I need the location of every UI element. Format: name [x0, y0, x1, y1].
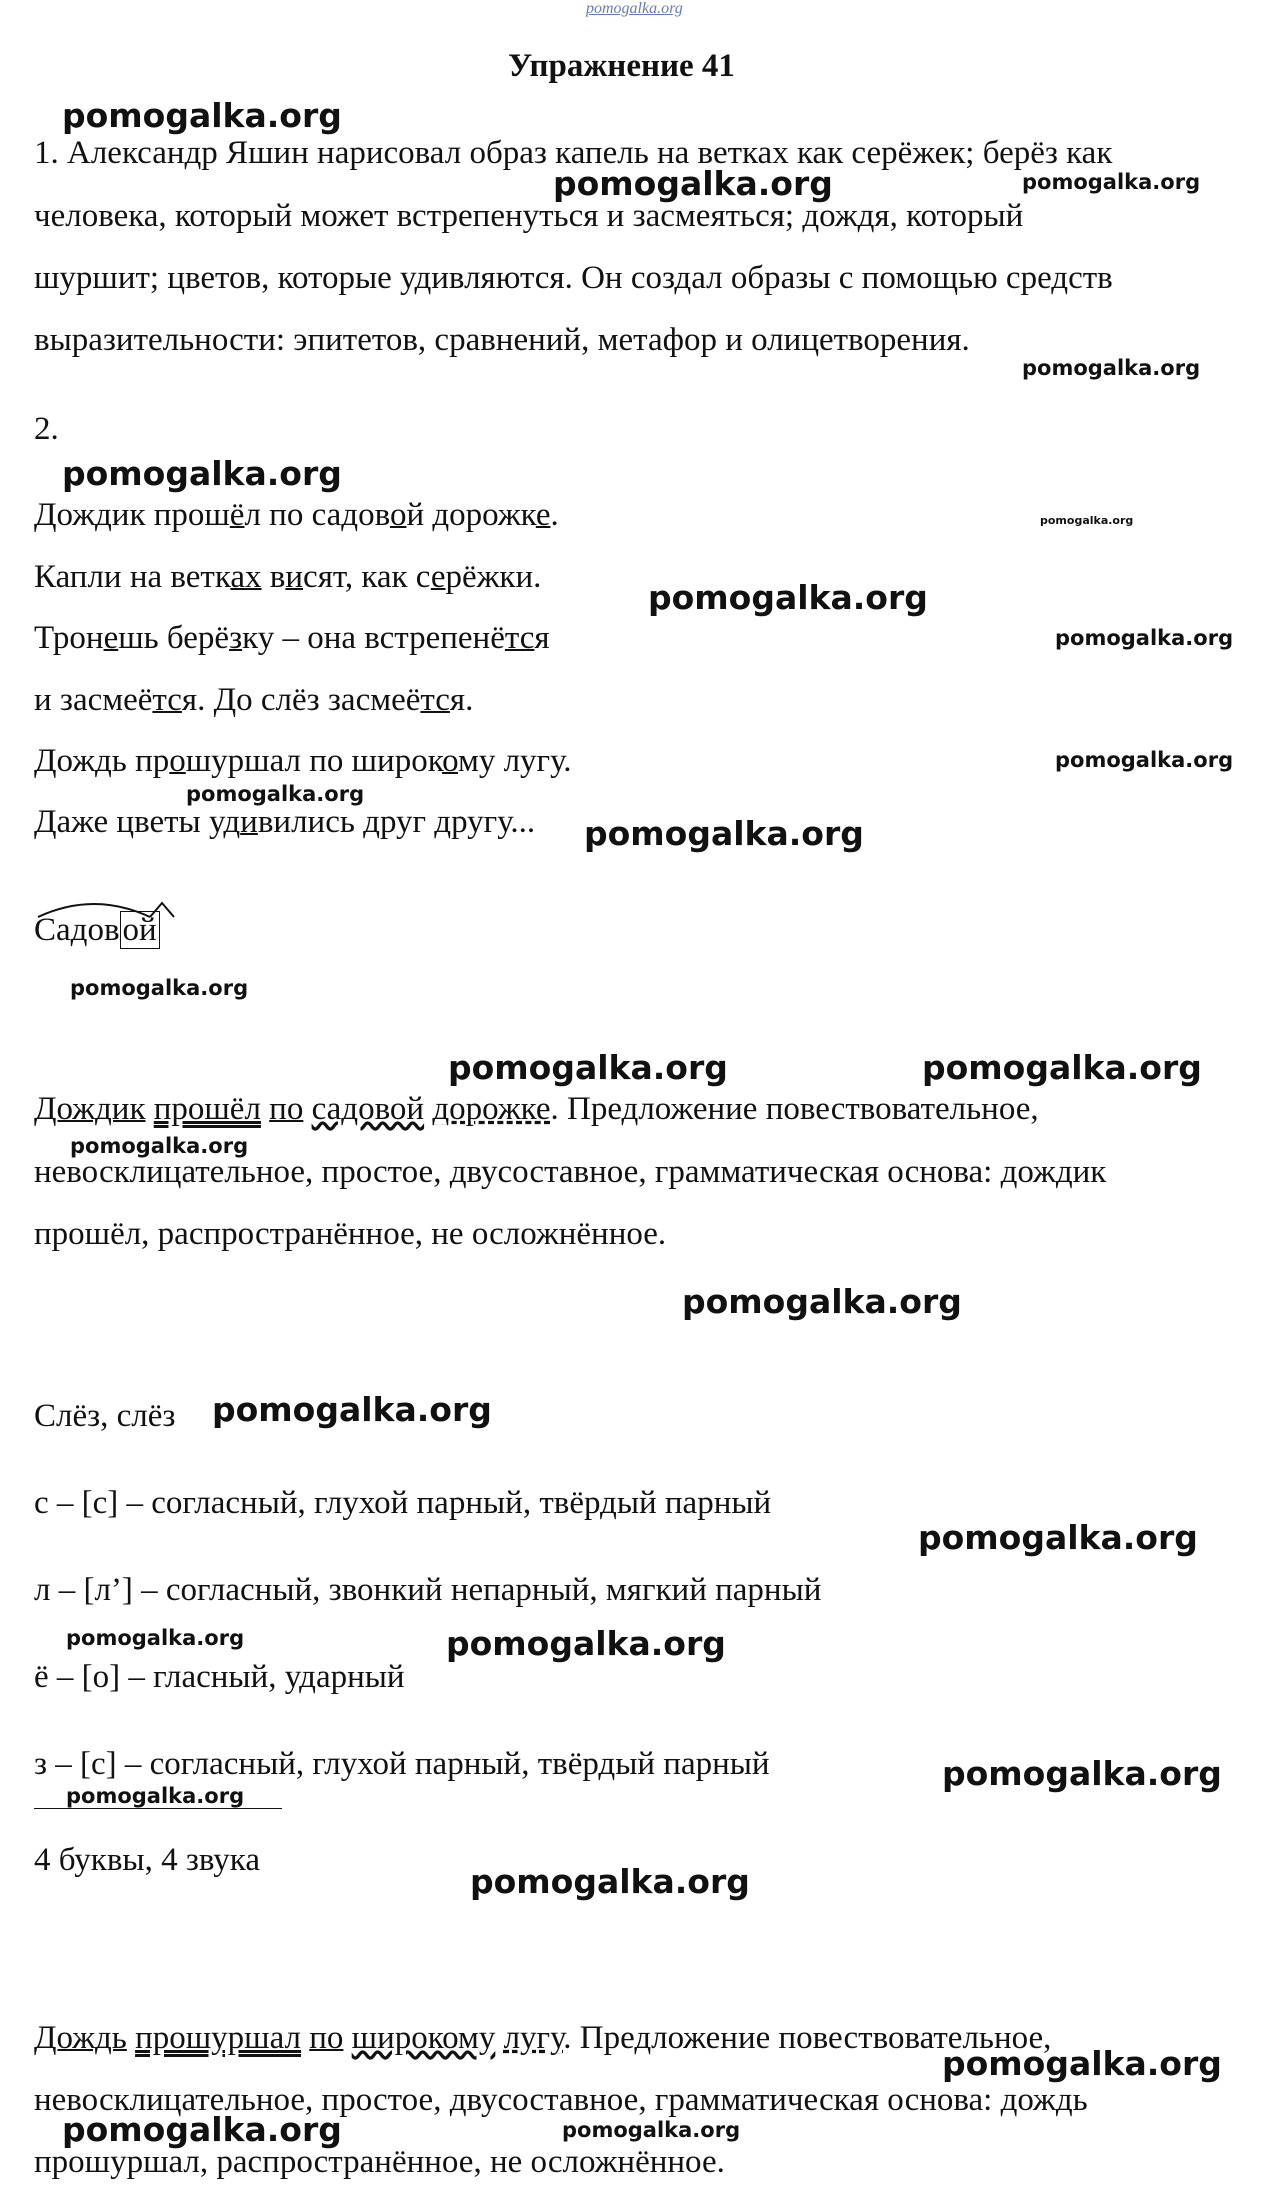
poem-part: Капли на ветк — [34, 559, 231, 595]
analysis1-line-1 — [34, 1089, 1039, 1129]
poem-part: му лугу. — [457, 743, 572, 779]
phonetic-row-3: ё – [о] – гласный, ударный — [34, 1659, 405, 1695]
morpheme-ending: ой — [120, 911, 160, 949]
preposition: по — [269, 1091, 304, 1127]
predicate: прошуршал — [135, 2020, 301, 2056]
predicate: прошёл — [153, 1091, 261, 1127]
watermark: pomogalka.org — [212, 1390, 492, 1429]
watermark: pomogalka.org — [70, 976, 249, 1000]
analysis2-line-2: невосклицательное, простое, двусоставное, грамматическая основа: дождь — [34, 2082, 1088, 2118]
phonetic-word: Слёз, слёз — [34, 1398, 176, 1434]
poem-part: я. До слёз засмеё — [181, 682, 421, 718]
poem-orthogram: е — [535, 497, 551, 533]
watermark: pomogalka.org — [918, 1518, 1198, 1557]
subject: Дождик — [34, 1091, 146, 1127]
watermark: pomogalka.org — [62, 2110, 342, 2149]
phonetic-row-2: л – [л’] – согласный, звонкий непарный, мягкий парный — [34, 1572, 822, 1608]
poem-part: я. — [449, 682, 474, 718]
watermark: pomogalka.org — [682, 1282, 962, 1321]
poem-part: Даже цветы уд — [34, 804, 241, 840]
poem-orthogram: ё — [229, 497, 245, 533]
watermark: pomogalka.org — [1055, 626, 1234, 650]
poem-orthogram: тс — [504, 620, 535, 656]
watermark: pomogalka.org — [922, 1048, 1202, 1087]
poem-orthogram: и — [240, 804, 258, 840]
poem-part: . — [550, 497, 559, 533]
poem-orthogram: тс — [152, 682, 182, 718]
poem-part: рёжки. — [445, 559, 542, 595]
watermark: pomogalka.org — [446, 1624, 726, 1663]
poem-orthogram: тс — [420, 682, 450, 718]
watermark: pomogalka.org — [70, 1134, 249, 1158]
phonetic-row-4: з – [с] – согласный, глухой парный, твёрдый парный — [34, 1746, 770, 1782]
poem-line-1 — [34, 495, 559, 535]
watermark: pomogalka.org — [584, 814, 864, 853]
morpheme-root: Садов — [34, 912, 120, 948]
top-site-link[interactable]: pomogalka.org — [586, 0, 683, 17]
watermark: pomogalka.org — [942, 2044, 1222, 2083]
watermark: pomogalka.org — [470, 1862, 750, 1901]
watermark: pomogalka.org — [648, 578, 928, 617]
analysis1-rest: . Предложение повествовательное, — [550, 1091, 1039, 1127]
poem-part: вились друг другу... — [257, 804, 536, 840]
morpheme-parse — [34, 910, 160, 950]
watermark: pomogalka.org — [1040, 514, 1134, 527]
watermark: pomogalka.org — [62, 96, 342, 135]
task1-line-1: 1. Александр Яшин нарисовал образ капель на ветках как серёжек; берёз как — [34, 135, 1113, 171]
task1-line-2: человека, который может встрепенуться и засмеяться; дождя, который — [34, 198, 1024, 234]
watermark: pomogalka.org — [186, 782, 365, 806]
preposition: по — [309, 2020, 344, 2056]
analysis1-line-3: прошёл, распространённое, не осложнённое. — [34, 1216, 667, 1252]
watermark: pomogalka.org — [553, 164, 833, 203]
poem-orthogram: ах — [230, 559, 262, 595]
watermark: pomogalka.org — [942, 1754, 1222, 1793]
phonetic-row-1: с – [с] – согласный, глухой парный, твёрдый парный — [34, 1485, 772, 1521]
poem-part: Дождь пр — [34, 743, 170, 779]
poem-part: Дождик прош — [34, 497, 230, 533]
poem-orthogram: е — [103, 620, 119, 656]
poem-orthogram: е — [430, 559, 446, 595]
poem-line-2 — [34, 557, 541, 597]
watermark: pomogalka.org — [1055, 748, 1234, 772]
poem-part: в — [261, 559, 286, 595]
task1-line-3: шуршит; цветов, которые удивляются. Он создал образы с помощью средств — [34, 260, 1113, 296]
task1-line-4: выразительности: эпитетов, сравнений, метафор и олицетворения. — [34, 322, 970, 358]
divider — [34, 1808, 282, 1809]
analysis1-line-2: невосклицательное, простое, двусоставное, грамматическая основа: дождик — [34, 1154, 1107, 1190]
poem-orthogram: о — [389, 497, 407, 533]
phonetic-summary: 4 буквы, 4 звука — [34, 1842, 260, 1878]
analysis2-line-3: прошуршал, распространённое, не осложнённое. — [34, 2144, 725, 2180]
poem-line-3 — [34, 618, 550, 658]
poem-line-6 — [34, 802, 535, 842]
attribute: широкому — [351, 2020, 496, 2056]
exercise-title: Упражнение 41 — [508, 48, 735, 84]
poem-orthogram: и — [285, 559, 304, 595]
poem-part: шь берё — [118, 620, 230, 656]
poem-part: сят, как с — [303, 559, 431, 595]
watermark: pomogalka.org — [62, 454, 342, 493]
poem-part: ку – она встрепенё — [242, 620, 505, 656]
poem-orthogram: о — [442, 743, 458, 779]
watermark: pomogalka.org — [66, 1626, 245, 1650]
poem-part: я — [534, 620, 550, 656]
object: лугу — [503, 2020, 564, 2056]
attribute: садовой — [311, 1091, 425, 1127]
task2-number: 2. — [34, 411, 59, 447]
subject: Дождь — [34, 2020, 127, 2056]
object: дорожке — [432, 1091, 551, 1127]
poem-line-4 — [34, 680, 473, 720]
poem-part: и засмеё — [34, 682, 153, 718]
poem-orthogram: о — [169, 743, 186, 779]
analysis2-line-1 — [34, 2018, 1051, 2058]
poem-part: й дорожк — [406, 497, 536, 533]
watermark: pomogalka.org — [66, 1784, 245, 1808]
watermark: pomogalka.org — [1022, 356, 1201, 380]
watermark: pomogalka.org — [1022, 170, 1201, 194]
poem-orthogram: з — [229, 620, 243, 656]
poem-part: Трон — [34, 620, 104, 656]
analysis2-rest: . Предложение повествовательное, — [563, 2020, 1052, 2056]
watermark: pomogalka.org — [448, 1048, 728, 1087]
poem-part: шуршал по широк — [185, 743, 443, 779]
watermark: pomogalka.org — [562, 2118, 741, 2142]
poem-line-5 — [34, 741, 572, 781]
poem-part: л по садов — [244, 497, 390, 533]
